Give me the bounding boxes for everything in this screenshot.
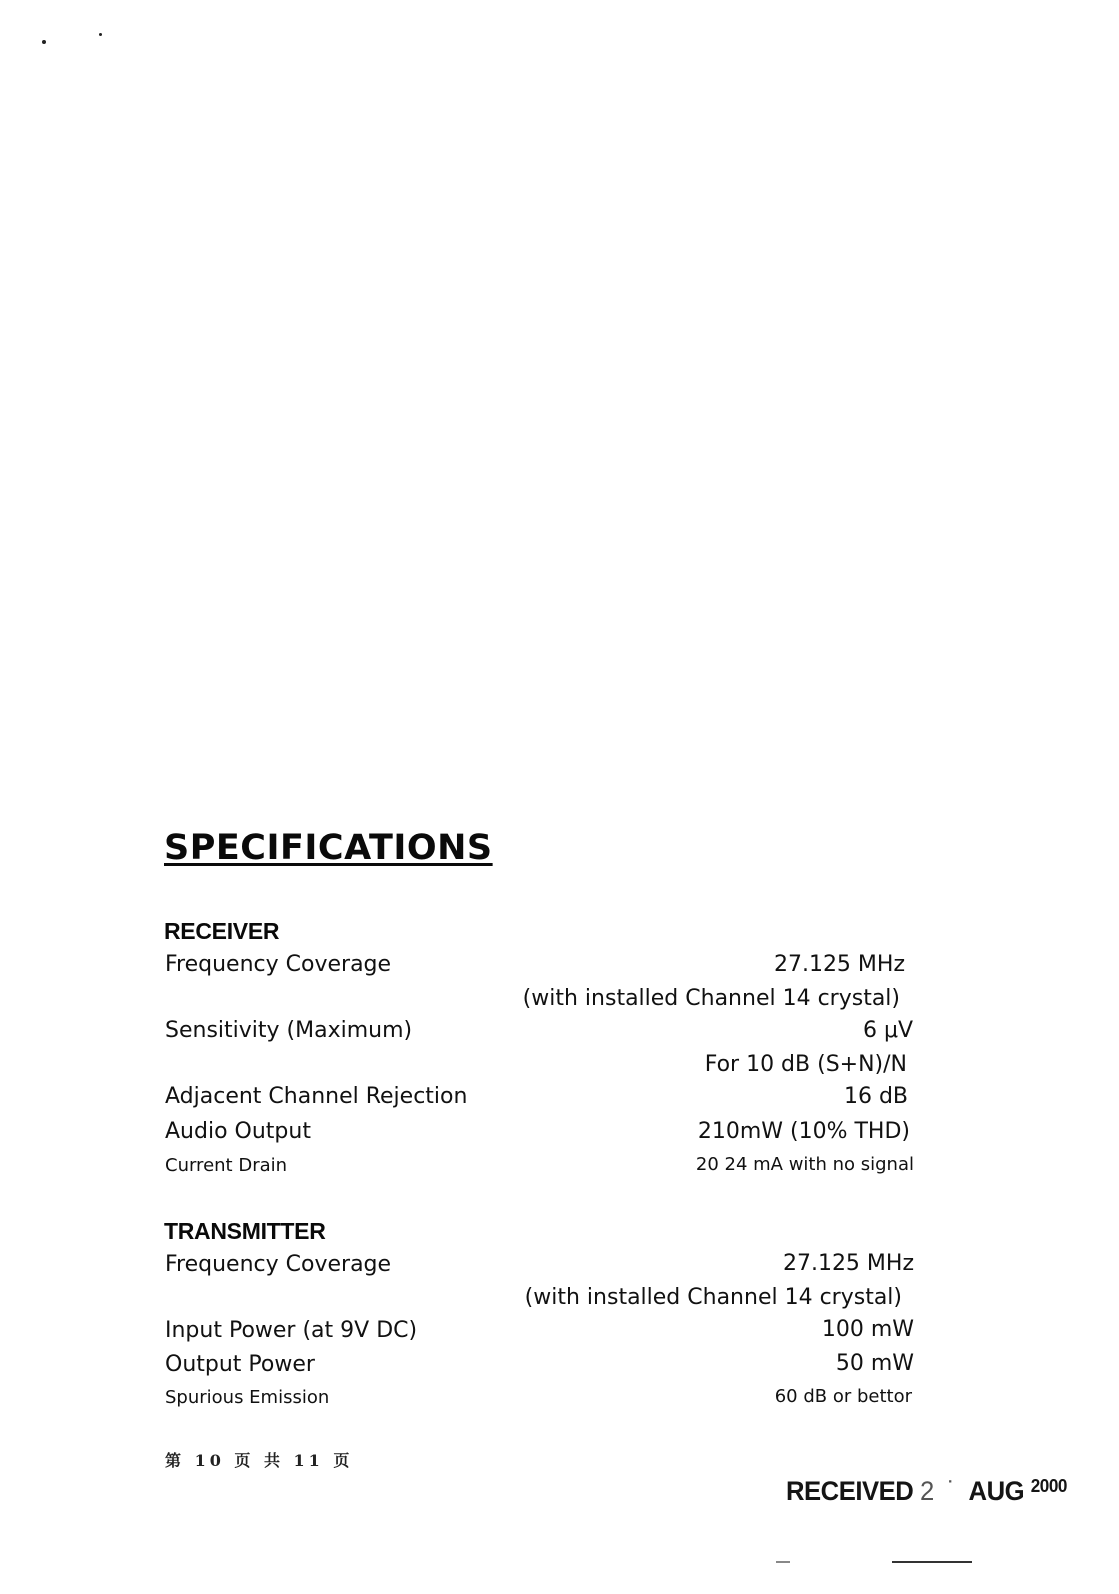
receiver-sensitivity-label: Sensitivity (Maximum) — [165, 1018, 413, 1043]
transmitter-frequency-note: (with installed Channel 14 crystal) — [524, 1285, 902, 1310]
receiver-current-drain-label: Current Drain — [165, 1155, 288, 1176]
transmitter-frequency-value: 27.125 MHz — [782, 1251, 914, 1276]
receiver-frequency-label: Frequency Coverage — [165, 952, 392, 977]
stamp-date-fragment: 2 — [920, 1476, 934, 1506]
receiver-current-drain-value: 20 24 mA with no signal — [695, 1154, 914, 1175]
receiver-frequency-note: (with installed Channel 14 crystal) — [522, 986, 900, 1011]
stamp-received-label: RECEIVED — [786, 1476, 914, 1506]
page-title: SPECIFICATIONS — [164, 828, 493, 868]
page-number-indicator: 第 10 页 共 11 页 — [165, 1451, 354, 1470]
scan-speck — [99, 33, 102, 36]
transmitter-output-power-value: 50 mW — [835, 1351, 914, 1376]
transmitter-spurious-emission-value: 60 dB or bettor — [774, 1386, 912, 1407]
transmitter-spurious-emission-label: Spurious Emission — [165, 1387, 330, 1408]
stamp-separator: ˙ — [940, 1476, 962, 1506]
transmitter-output-power-label: Output Power — [165, 1352, 315, 1377]
scan-edge-mark — [776, 1561, 790, 1563]
received-stamp — [786, 1476, 1067, 1507]
receiver-frequency-value: 27.125 MHz — [773, 952, 905, 977]
transmitter-heading: TRANSMITTER — [164, 1218, 326, 1244]
scan-speck — [42, 40, 46, 44]
stamp-month: AUG — [968, 1476, 1025, 1506]
receiver-adjacent-rejection-value: 16 dB — [843, 1084, 908, 1109]
transmitter-input-power-label: Input Power (at 9V DC) — [165, 1318, 418, 1343]
transmitter-frequency-label: Frequency Coverage — [165, 1252, 392, 1277]
receiver-sensitivity-note: For 10 dB (S+N)/N — [704, 1052, 907, 1077]
stamp-year: 2000 — [1030, 1476, 1067, 1496]
receiver-audio-output-value: 210mW (10% THD) — [697, 1119, 910, 1144]
receiver-heading: RECEIVER — [164, 918, 280, 944]
receiver-audio-output-label: Audio Output — [165, 1119, 311, 1144]
transmitter-input-power-value: 100 mW — [821, 1317, 914, 1342]
receiver-sensitivity-value: 6 μV — [862, 1018, 913, 1043]
receiver-adjacent-rejection-label: Adjacent Channel Rejection — [165, 1084, 468, 1109]
scan-edge-mark — [892, 1561, 972, 1563]
